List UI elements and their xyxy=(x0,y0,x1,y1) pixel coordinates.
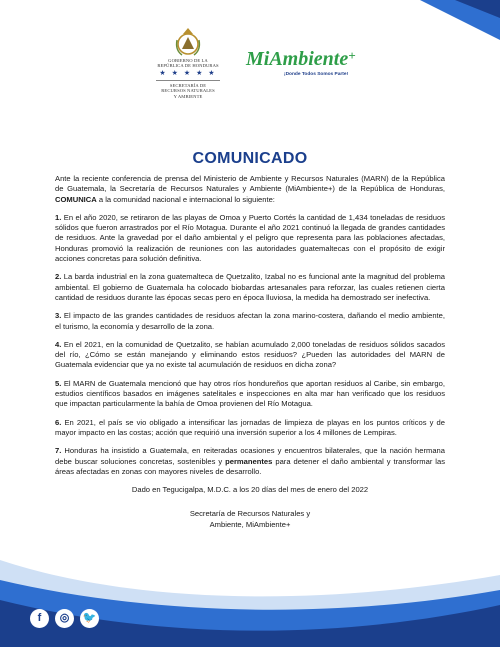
miambiente-wordmark: MiAmbiente xyxy=(246,48,349,70)
miambiente-slogan: ¡Donde Todos Somos Parte! xyxy=(284,72,349,77)
page-title: COMUNICADO xyxy=(192,150,308,167)
instagram-icon[interactable]: ◎ xyxy=(55,609,74,628)
gov-sub-1: SECRETARÍA DE xyxy=(169,82,207,88)
date-line: Dado en Tegucigalpa, M.D.C. a los 20 días del mes de enero del 2022 xyxy=(131,485,369,495)
point-text: El MARN de Guatemala mencionó que hay otros ríos hondureños que aportan residuos al Caribe, sin embargo, estudios científicos basados en imágenes satelitales e inspecciones en alta mar han verificado que los residuos que impactan particularmente la bahía de Omoa provienen del Río Motagua. xyxy=(55,378,445,409)
intro-text-2: a la comunidad nacional e internacional lo siguiente: xyxy=(96,194,275,204)
gov-sub-3: Y AMBIENTE xyxy=(173,93,203,99)
miambiente-name xyxy=(246,48,356,71)
point-text: Honduras ha insistido a Guatemala, en reiteradas ocasiones y encuentros bilaterales, que la nación hermana debe buscar soluciones concretas, sostenibles y xyxy=(55,446,445,466)
divider xyxy=(156,80,220,81)
twitter-icon[interactable]: 🐦 xyxy=(80,609,99,628)
facebook-icon[interactable]: f xyxy=(30,609,49,628)
point-3 xyxy=(55,311,445,332)
intro-paragraph xyxy=(55,174,445,205)
point-number: 6. xyxy=(55,417,62,427)
point-text-end: para detener el daño ambiental y transformar las áreas afectadas en zonas con mayores niveles de desarrollo. xyxy=(55,456,446,476)
header-logos xyxy=(0,22,500,122)
point-number: 2. xyxy=(55,272,62,282)
coat-of-arms-icon xyxy=(173,26,203,58)
point-bold: permanentes xyxy=(225,456,273,466)
point-text: En el 2021, en la comunidad de Quetzalito, se habían acumulado 2,000 toneladas de residuos sólidos sacados del río, ¿Cómo se están manejando y eliminando estos residuos? ¿Pueden las autoridades del MARN de Guatemala evidenciar que ya no existe tal acumulación de residuos en dicha zona? xyxy=(55,339,445,370)
honduras-government-logo xyxy=(150,26,226,99)
gov-line-2: REPÚBLICA DE HONDURAS xyxy=(157,63,219,69)
point-text: En el año 2020, se retiraron de las playas de Omoa y Puerto Cortés la cantidad de 1,434 toneladas de residuos sólidos que fueron arrastrados por el Río Motagua. Durante el año 2021 continuó la llegada de grandes cantidades de residuos. Ante la gravedad por el daño ambiental y el peligro que representa para las poblaciones afectadas, Honduras promovió la realización de reuniones con las autoridades guatemaltecas con el propósito de exigir acciones concretas para solución definitiva. xyxy=(55,212,445,264)
point-text: La barda industrial en la zona guatemalteca de Quetzalito, Izabal no es funcional ante la magnitud del problema ambiental. El gobierno de Guatemala ha colocado biobardas artesanales para reforzar, las cuales retienen cierta cantidad de residuos durante las épocas secas pero en época lluviosa, la medida ha demostrado ser inefectiva. xyxy=(55,272,445,302)
intro-text-1: Ante la reciente conferencia de prensa del Ministerio de Ambiente y Recursos Naturales (MARN) de la República de Guatemala, la Secretaría de Recursos Naturales y Ambiente (MiAmbiente+) de la República de Honduras, xyxy=(55,174,445,194)
point-text: En 2021, el país se vio obligado a intensificar las jornadas de limpieza de playas en los puntos críticos y de mayor impacto en las costas; acción que requirió una inversión superior a los 4 millones de Lempiras. xyxy=(55,417,445,437)
point-number: 3. xyxy=(55,311,62,321)
miambiente-plus: + xyxy=(348,48,356,63)
miambiente-logo xyxy=(246,48,356,77)
point-6 xyxy=(55,418,445,439)
point-number: 1. xyxy=(55,212,62,222)
gov-stars: ★ ★ ★ ★ ★ xyxy=(159,69,217,77)
point-number: 4. xyxy=(55,339,62,349)
point-1 xyxy=(55,213,445,264)
point-2 xyxy=(55,272,445,303)
intro-bold: COMUNICA xyxy=(55,194,97,204)
point-number: 5. xyxy=(55,378,62,388)
point-5 xyxy=(55,379,445,410)
document-body xyxy=(55,174,445,538)
point-number: 7. xyxy=(55,446,62,456)
gov-line-1: GOBIERNO DE LA xyxy=(168,58,208,63)
point-text: El impacto de las grandes cantidades de residuos afectan la zona marino-costera, dañando el medio ambiente, el turismo, la economía y desarrollo de la zona. xyxy=(55,311,445,331)
social-links xyxy=(30,609,105,628)
signature-line-2: Ambiente, MiAmbiente+ xyxy=(209,519,291,529)
point-7 xyxy=(55,446,445,477)
signature xyxy=(55,509,445,530)
point-4 xyxy=(55,340,445,371)
gov-sub-2: RECURSOS NATURALES xyxy=(161,88,215,94)
signature-line-1: Secretaría de Recursos Naturales y xyxy=(189,509,311,519)
